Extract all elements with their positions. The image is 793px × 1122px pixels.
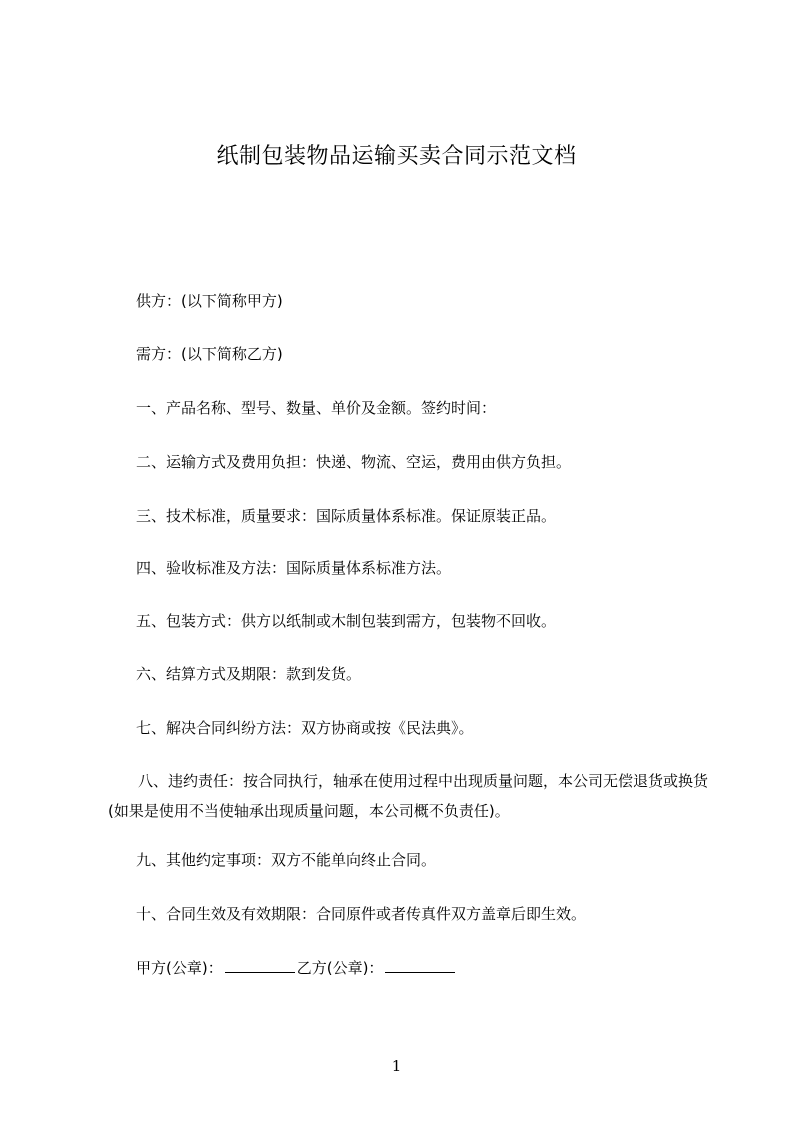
clause-1: 一、产品名称、型号、数量、单价及金额。签约时间： <box>136 399 497 417</box>
signature-line <box>136 958 716 978</box>
clause-2: 二、运输方式及费用负担：快递、物流、空运，费用由供方负担。 <box>136 453 572 471</box>
document-title: 纸制包装物品运输买卖合同示范文档 <box>216 144 577 169</box>
clause-3: 三、技术标准，质量要求：国际质量体系标准。保证原装正品。 <box>136 507 557 525</box>
party-b-seal-label: 乙方(公章)： <box>296 959 384 977</box>
page-number: 1 <box>391 1057 402 1075</box>
party-a-seal-label: 甲方(公章)： <box>136 959 223 977</box>
supplier-line: 供方：(以下简称甲方) <box>136 292 283 310</box>
buyer-line: 需方：(以下简称乙方) <box>136 345 283 363</box>
clause-4: 四、验收标准及方法：国际质量体系标准方法。 <box>136 559 452 577</box>
party-a-signature-blank <box>225 958 295 973</box>
clause-6: 六、结算方式及期限：款到发货。 <box>136 665 362 683</box>
party-b-signature-blank <box>385 958 455 973</box>
clause-5: 五、包装方式：供方以纸制或木制包装到需方，包装物不回收。 <box>136 612 557 630</box>
clause-10: 十、合同生效及有效期限：合同原件或者传真件双方盖章后即生效。 <box>136 905 587 923</box>
clause-8: 八、违约责任：按合同执行，轴承在使用过程中出现质量问题，本公司无偿退货或换货(如果是使用不当使轴承出现质量问题，本公司概不负责任)。 <box>108 772 709 820</box>
clause-7: 七、解决合同纠纷方法：双方协商或按《民法典》。 <box>136 719 474 737</box>
clause-9: 九、其他约定事项：双方不能单向终止合同。 <box>136 851 437 869</box>
